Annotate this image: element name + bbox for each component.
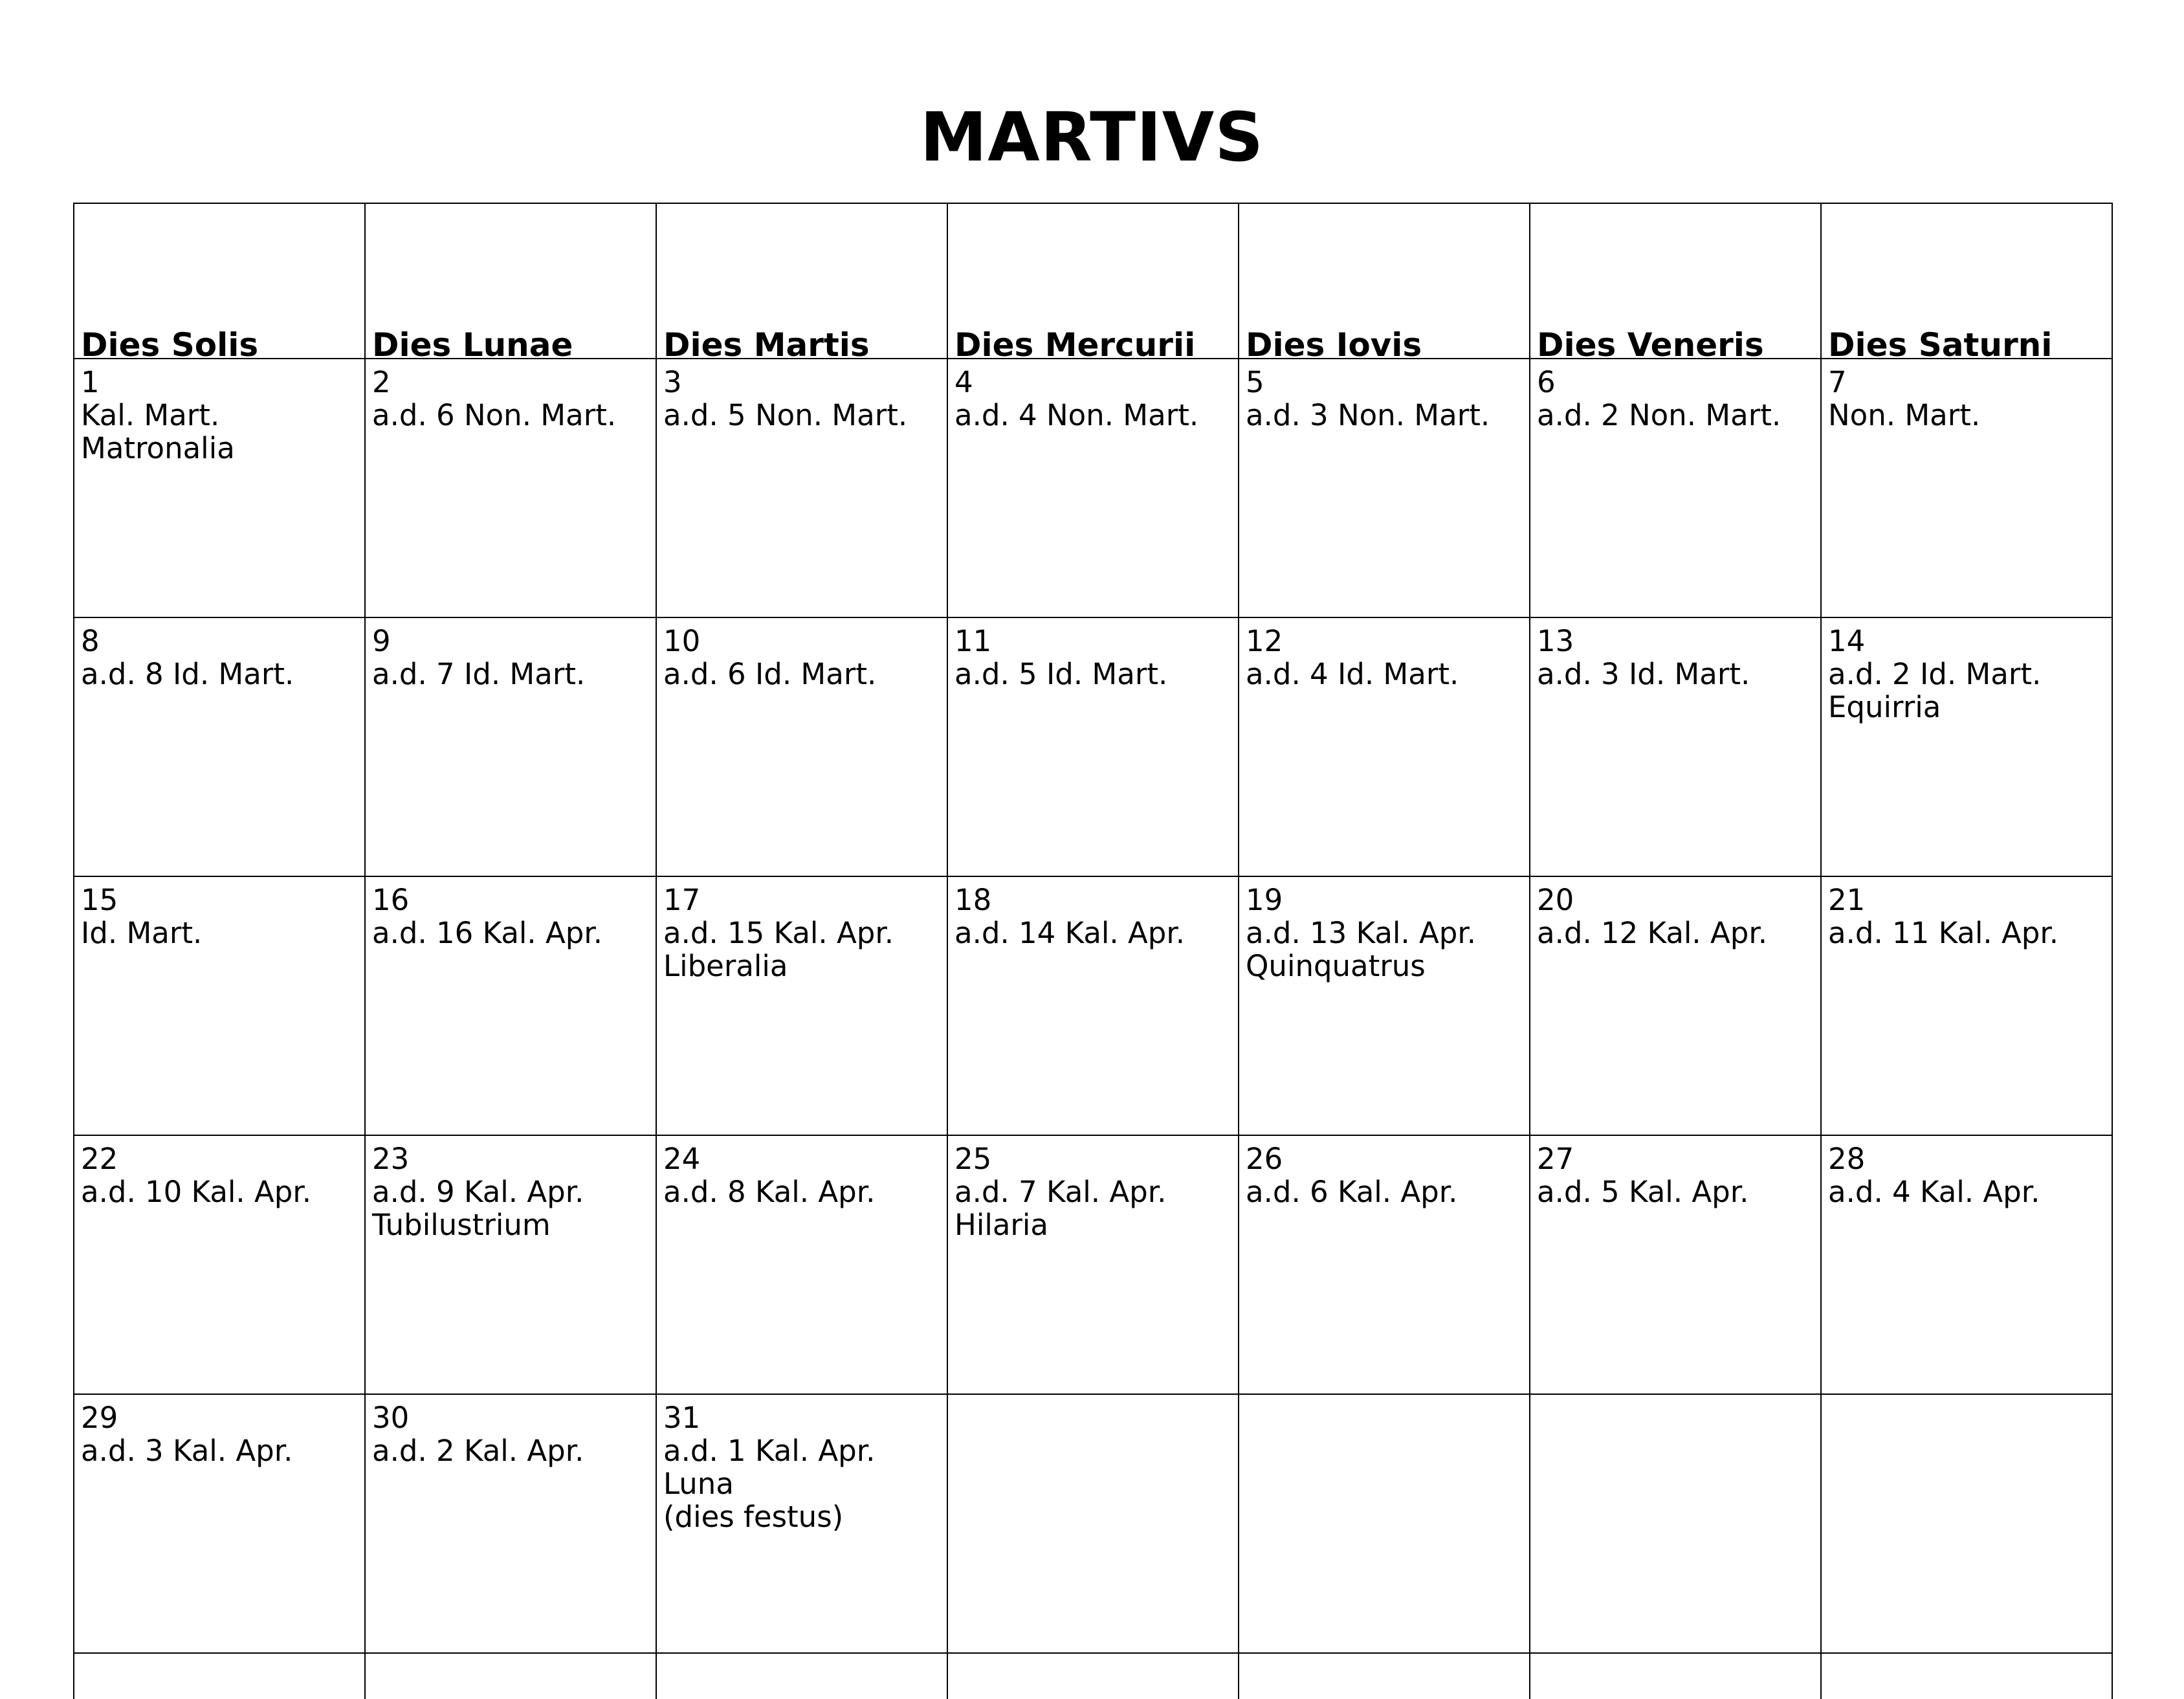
day-number: 12 — [1246, 624, 1283, 658]
roman-date: a.d. 5 Non. Mart. — [663, 398, 908, 432]
day-cell — [74, 617, 365, 876]
roman-date: a.d. 10 Kal. Apr. — [81, 1175, 312, 1209]
roman-date: a.d. 6 Kal. Apr. — [1246, 1175, 1458, 1209]
day-number: 2 — [372, 365, 391, 399]
weekday-header: Dies Saturni — [1821, 203, 2112, 359]
day-number: 13 — [1537, 624, 1574, 658]
day-cell — [1239, 876, 1530, 1135]
festival-name: Quinquatrus — [1246, 949, 1426, 983]
day-number: 22 — [81, 1142, 118, 1176]
day-number: 9 — [372, 624, 391, 658]
day-cell — [365, 1394, 656, 1653]
roman-date: a.d. 3 Kal. Apr. — [81, 1434, 293, 1468]
roman-date: a.d. 11 Kal. Apr. — [1828, 916, 2059, 950]
day-cell — [1821, 1135, 2112, 1394]
roman-date: a.d. 9 Kal. Apr. — [372, 1175, 584, 1209]
week-row — [74, 1394, 2112, 1653]
day-number: 21 — [1828, 883, 1866, 917]
day-number: 18 — [954, 883, 992, 917]
day-cell — [656, 1653, 947, 1699]
weekday-header: Dies Iovis — [1239, 203, 1530, 359]
day-cell — [1821, 617, 2112, 876]
roman-date: a.d. 8 Id. Mart. — [81, 657, 294, 691]
day-cell — [656, 876, 947, 1135]
roman-date: a.d. 16 Kal. Apr. — [372, 916, 603, 950]
day-cell — [1239, 1394, 1530, 1653]
day-cell — [365, 359, 656, 617]
day-number: 8 — [81, 624, 100, 658]
day-number: 27 — [1537, 1142, 1574, 1176]
day-cell — [365, 1653, 656, 1699]
festival-name: Equirria — [1828, 690, 1941, 724]
week-row — [74, 359, 2112, 617]
day-cell — [1530, 1653, 1821, 1699]
day-number: 28 — [1828, 1142, 1866, 1176]
day-cell — [1530, 876, 1821, 1135]
day-number: 25 — [954, 1142, 992, 1176]
day-number: 3 — [663, 365, 682, 399]
weekday-header-row — [74, 203, 2112, 359]
roman-date: a.d. 13 Kal. Apr. — [1246, 916, 1477, 950]
day-number: 6 — [1537, 365, 1556, 399]
day-cell — [656, 617, 947, 876]
week-row — [74, 876, 2112, 1135]
festival-name: Tubilustrium — [372, 1208, 551, 1242]
roman-date: a.d. 2 Kal. Apr. — [372, 1434, 584, 1468]
day-number: 17 — [663, 883, 701, 917]
day-number: 31 — [663, 1401, 701, 1435]
festival-name: Liberalia — [663, 949, 788, 983]
day-number: 24 — [663, 1142, 701, 1176]
day-number: 1 — [81, 365, 100, 399]
day-cell — [74, 359, 365, 617]
day-number: 7 — [1828, 365, 1847, 399]
roman-date: a.d. 12 Kal. Apr. — [1537, 916, 1768, 950]
day-number: 29 — [81, 1401, 118, 1435]
week-row — [74, 1135, 2112, 1394]
festival-note: (dies festus) — [663, 1500, 844, 1534]
roman-date: Non. Mart. — [1828, 398, 1981, 432]
day-cell — [365, 1135, 656, 1394]
roman-date: a.d. 7 Id. Mart. — [372, 657, 586, 691]
day-cell — [947, 1135, 1239, 1394]
day-cell — [74, 1135, 365, 1394]
day-number: 26 — [1246, 1142, 1283, 1176]
day-number: 5 — [1246, 365, 1264, 399]
day-number: 14 — [1828, 624, 1866, 658]
day-cell — [1239, 359, 1530, 617]
day-number: 4 — [954, 365, 973, 399]
festival-name: Hilaria — [954, 1208, 1048, 1242]
roman-date: a.d. 3 Non. Mart. — [1246, 398, 1490, 432]
day-cell — [1239, 1653, 1530, 1699]
day-cell — [1239, 617, 1530, 876]
day-cell — [1530, 1394, 1821, 1653]
roman-date: a.d. 5 Kal. Apr. — [1537, 1175, 1749, 1209]
weekday-header: Dies Martis — [656, 203, 947, 359]
roman-date: a.d. 3 Id. Mart. — [1537, 657, 1750, 691]
day-cell — [1530, 359, 1821, 617]
day-cell — [365, 617, 656, 876]
weekday-header: Dies Lunae — [365, 203, 656, 359]
roman-date: a.d. 4 Non. Mart. — [954, 398, 1199, 432]
roman-date: a.d. 8 Kal. Apr. — [663, 1175, 876, 1209]
week-row — [74, 1653, 2112, 1699]
day-cell — [947, 1653, 1239, 1699]
day-cell — [74, 1394, 365, 1653]
day-cell — [1821, 359, 2112, 617]
weekday-header: Dies Solis — [74, 203, 365, 359]
roman-date: a.d. 4 Id. Mart. — [1246, 657, 1459, 691]
day-number: 15 — [81, 883, 118, 917]
day-cell — [947, 359, 1239, 617]
day-cell — [947, 617, 1239, 876]
day-cell — [74, 876, 365, 1135]
day-cell — [947, 876, 1239, 1135]
day-cell — [365, 876, 656, 1135]
roman-date: a.d. 2 Id. Mart. — [1828, 657, 2042, 691]
day-number: 20 — [1537, 883, 1574, 917]
weekday-header: Dies Veneris — [1530, 203, 1821, 359]
weekday-header: Dies Mercurii — [947, 203, 1239, 359]
day-cell — [656, 1394, 947, 1653]
day-number: 10 — [663, 624, 701, 658]
festival-name: Matronalia — [81, 431, 235, 465]
day-cell — [656, 1135, 947, 1394]
roman-date: a.d. 14 Kal. Apr. — [954, 916, 1186, 950]
roman-date: Id. Mart. — [81, 916, 203, 950]
day-cell — [1821, 876, 2112, 1135]
festival-name: Luna — [663, 1467, 734, 1501]
day-number: 16 — [372, 883, 410, 917]
roman-date: a.d. 2 Non. Mart. — [1537, 398, 1781, 432]
day-cell — [656, 359, 947, 617]
day-cell — [1821, 1394, 2112, 1653]
roman-date: a.d. 1 Kal. Apr. — [663, 1434, 876, 1468]
calendar-grid — [73, 203, 2113, 1699]
roman-date: Kal. Mart. — [81, 398, 220, 432]
day-number: 30 — [372, 1401, 410, 1435]
week-row — [74, 617, 2112, 876]
roman-date: a.d. 6 Id. Mart. — [663, 657, 877, 691]
day-number: 11 — [954, 624, 992, 658]
day-number: 23 — [372, 1142, 410, 1176]
roman-date: a.d. 6 Non. Mart. — [372, 398, 617, 432]
day-cell — [74, 1653, 365, 1699]
day-number: 19 — [1246, 883, 1283, 917]
day-cell — [1530, 617, 1821, 876]
day-cell — [1821, 1653, 2112, 1699]
roman-date: a.d. 4 Kal. Apr. — [1828, 1175, 2040, 1209]
page-title: MARTIVS — [920, 98, 1264, 177]
day-cell — [947, 1394, 1239, 1653]
day-cell — [1530, 1135, 1821, 1394]
day-cell — [1239, 1135, 1530, 1394]
roman-date: a.d. 15 Kal. Apr. — [663, 916, 894, 950]
roman-date: a.d. 7 Kal. Apr. — [954, 1175, 1167, 1209]
roman-date: a.d. 5 Id. Mart. — [954, 657, 1168, 691]
